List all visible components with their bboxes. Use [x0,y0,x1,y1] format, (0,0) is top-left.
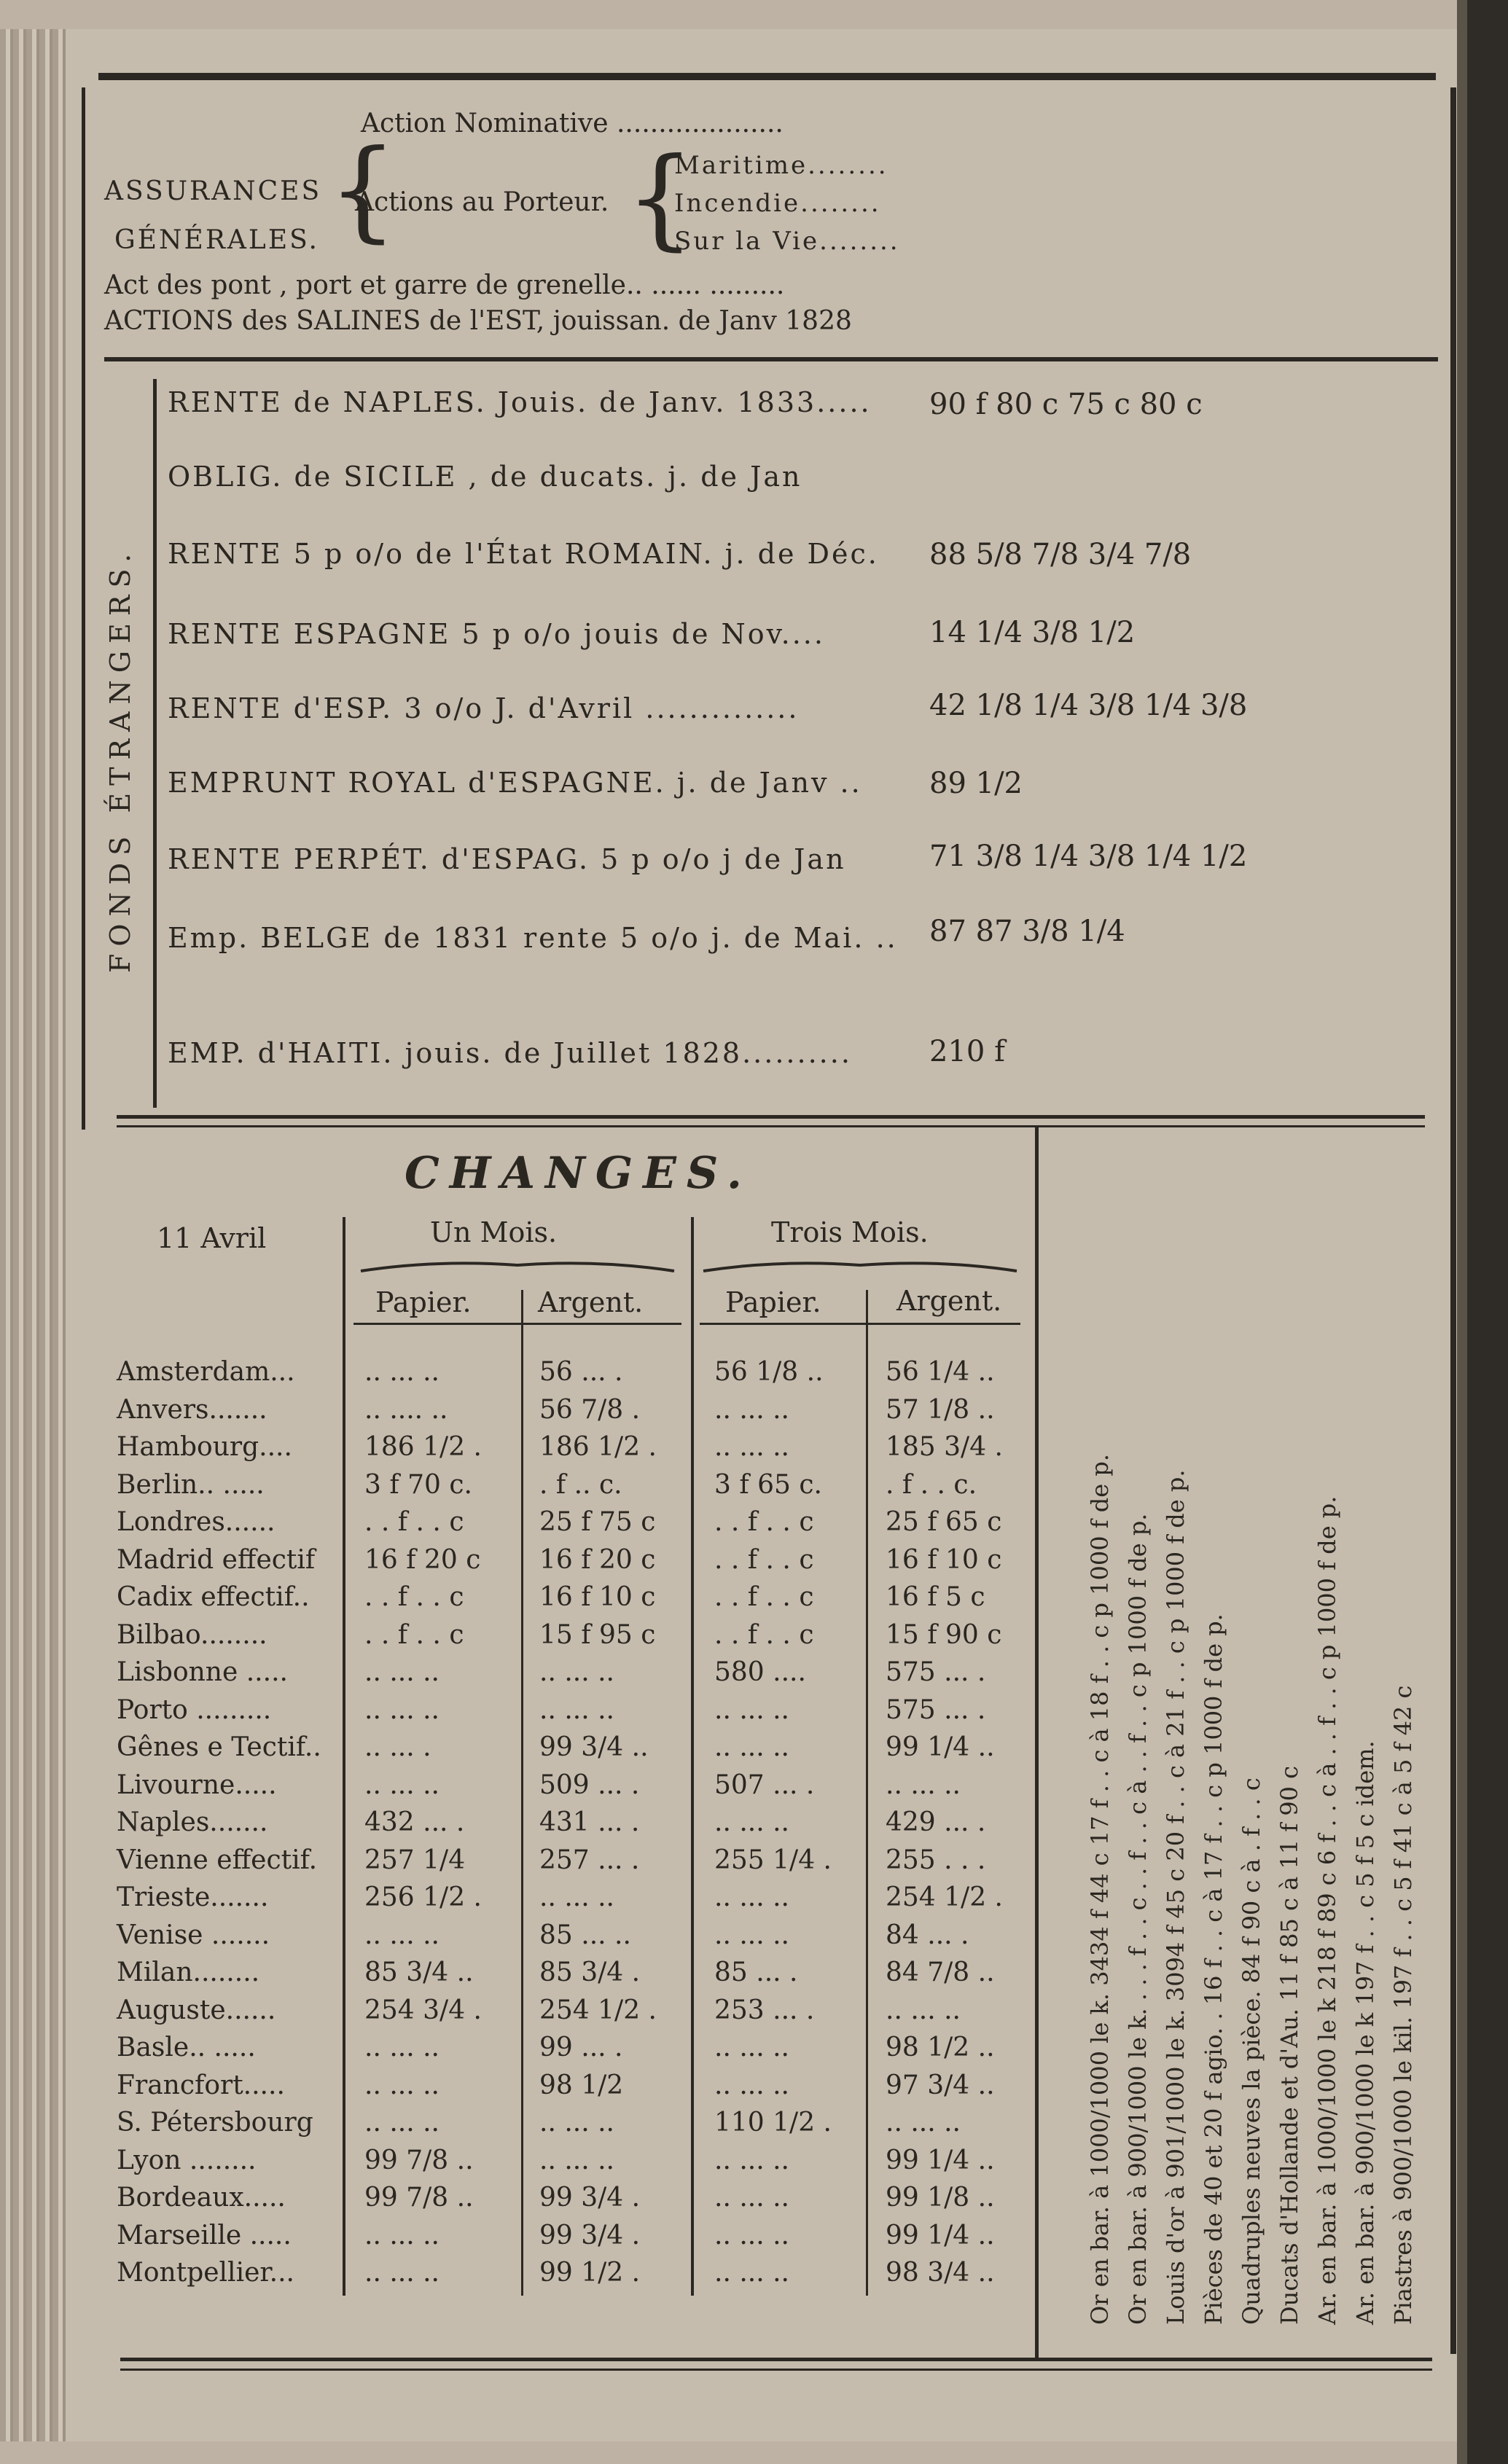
fonds-row-haiti: EMP. d'HAITI. jouis. de Juillet 1828.......... [168,1037,852,1069]
rate-cell: . . f . . c [364,1619,464,1650]
rate-cell: 110 1/2 . [714,2108,832,2138]
rate-cell: .. ... .. [714,1694,789,1725]
fonds-row-emprunt-royal: EMPRUNT ROYAL d'ESPAGNE. j. de Janv .. [168,767,862,799]
rate-cell: .. ... .. [714,1732,789,1762]
rate-cell: 98 3/4 .. [886,2258,995,2288]
col-divider-4 [866,1290,868,2296]
fonds-val-haiti: 210 f [929,1035,1005,1068]
rate-cell: 257 ... . [539,1845,640,1875]
rate-cell: .. ... .. [539,1882,614,1912]
rate-cell: 507 ... . [714,1769,815,1800]
fonds-val-belge: 87 87 3/8 1/4 [929,915,1125,948]
rate-cell: 3 f 65 c. [714,1469,822,1500]
rate-cell: 25 f 75 c [539,1507,656,1537]
rate-cell: 85 3/4 .. [364,1957,474,1987]
fonds-divider [153,379,157,1108]
rate-cell: 254 3/4 . [364,1995,482,2025]
rate-cell: 255 1/4 . [714,1845,832,1875]
rate-cell: .. ... .. [714,2258,789,2288]
un-mois-brace [357,1255,678,1277]
rate-cell: .. ... .. [539,1694,614,1725]
city-name: Vienne effectif. [117,1845,318,1875]
rate-cell: 57 1/8 .. [886,1394,995,1425]
rate-cell: . f .. c. [539,1469,622,1500]
maritime: Maritime........ [674,151,888,180]
rate-cell: 186 1/2 . [539,1432,657,1462]
rate-cell: 85 ... .. [539,1920,631,1950]
col-divider-2 [521,1290,523,2296]
rate-cell: 185 3/4 . [886,1432,1003,1462]
col-divider-metals [1035,1126,1039,2358]
rate-cell: 253 ... . [714,1995,815,2025]
argent-header-2: Argent. [896,1285,1002,1317]
rate-cell: .. ... .. [364,2070,439,2100]
rate-cell: .. ... .. [364,1769,439,1800]
left-border [82,87,85,1130]
rate-cell: .. ... . [364,1732,431,1762]
fonds-val-esp-3: 42 1/8 1/4 3/8 1/4 3/8 [929,689,1248,722]
city-name: Gênes e Tectif.. [117,1732,321,1762]
rule-before-changes-2 [117,1125,1425,1127]
rate-cell: .. ... .. [714,1394,789,1425]
book-cover-edge [1457,0,1508,2464]
sur-la-vie: Sur la Vie........ [674,227,900,256]
rate-cell: . f . . c. [886,1469,977,1500]
rate-cell: 84 7/8 .. [886,1957,995,1987]
rate-cell: .. ... .. [714,1807,789,1837]
city-name: Milan........ [117,1957,260,1987]
trois-mois-brace [700,1255,1020,1277]
rate-cell: 85 3/4 . [539,1957,641,1987]
city-name: Basle.. ..... [117,2033,256,2062]
header-underline-2 [700,1323,1020,1325]
rate-cell: 580 .... [714,1657,806,1687]
rate-cell: .. ... .. [364,2220,439,2250]
rate-cell: .. ... .. [714,1920,789,1950]
metal-rate-line: Piastres à 900/1000 le kil. 197 f . . c 5 f 41 c à 5 f 42 c [1389,1685,1417,2325]
city-name: Auguste...... [117,1995,276,2025]
bottom-rule-1 [120,2358,1432,2361]
rate-cell: 99 ... . [539,2033,623,2062]
city-name: Amsterdam... [117,1357,295,1387]
rate-cell: . . f . . c [714,1544,814,1575]
metal-rate-line: Or en bar. à 900/1000 le k. . . . f . . c . . f . . c à . . f . . c p 1000 f de p. [1124,1513,1152,2325]
rate-cell: 99 3/4 .. [539,1732,649,1762]
city-name: Livourne..... [117,1769,277,1800]
fonds-val-espagne: 14 1/4 3/8 1/2 [929,616,1136,649]
rate-cell: 16 f 20 c [364,1544,481,1575]
action-nominative: Action Nominative .................... [361,109,784,138]
fonds-row-belge: Emp. BELGE de 1831 rente 5 o/o j. de Mai. .. [168,922,898,954]
rate-cell: 98 1/2 .. [886,2033,995,2062]
city-name: Trieste....... [117,1882,269,1912]
rate-cell: 99 3/4 . [539,2183,641,2213]
rate-cell: 15 f 95 c [539,1619,656,1650]
col-divider-3 [691,1217,694,2296]
city-name: Madrid effectif [117,1544,316,1575]
city-name: Porto ......... [117,1694,272,1725]
rate-cell: 186 1/2 . [364,1432,482,1462]
rate-cell: . . f . . c [714,1507,814,1537]
fonds-row-perpet: RENTE PERPÉT. d'ESPAG. 5 p o/o j de Jan [168,843,846,875]
act-salines: ACTIONS des SALINES de l'EST, jouissan. de Janv 1828 [104,306,852,336]
rate-cell: 575 ... . [886,1694,986,1725]
fonds-row-esp-3: RENTE d'ESP. 3 o/o J. d'Avril .............. [168,692,800,724]
metal-rate-line: Ar. en bar. à 1000/1000 le k 218 f 89 c 6 f . . c à . . f . . c p 1000 f de p. [1313,1495,1341,2325]
rate-cell: .. ... .. [364,1657,439,1687]
rate-cell: 97 3/4 .. [886,2070,995,2100]
top-rule [98,73,1436,80]
rate-cell: 575 ... . [886,1657,986,1687]
assurances-label: ASSURANCES [104,176,322,206]
rule-after-assurances [104,357,1438,361]
rate-cell: 16 f 10 c [886,1544,1002,1575]
city-name: Lyon ........ [117,2145,257,2175]
city-name: Anvers....... [117,1394,267,1425]
rate-cell: 56 ... . [539,1357,623,1387]
rule-before-changes-1 [117,1115,1425,1119]
bottom-rule-2 [120,2369,1432,2371]
rate-cell: .. ... .. [364,2258,439,2288]
rate-cell: .. ... .. [886,1995,961,2025]
papier-header-2: Papier. [725,1286,821,1318]
city-name: Marseille ..... [117,2220,292,2250]
rate-cell: 257 1/4 [364,1845,466,1875]
rate-cell: .. ... .. [886,1769,961,1800]
rate-cell: 509 ... . [539,1769,640,1800]
brace-right: { [625,135,695,262]
rate-cell: .. ... .. [539,1657,614,1687]
rate-cell: 16 f 10 c [539,1582,656,1612]
rate-cell: .. ... .. [364,1920,439,1950]
rate-cell: 85 ... . [714,1957,798,1987]
rate-cell: .. ... .. [364,1357,439,1387]
rate-cell: 254 1/2 . [539,1995,657,2025]
fonds-row-naples: RENTE de NAPLES. Jouis. de Janv. 1833..... [168,386,872,418]
rate-cell: 99 1/4 .. [886,1732,995,1762]
act-pont: Act des pont , port et garre de grenelle.. ...... ......... [104,270,785,300]
rate-cell: 254 1/2 . [886,1882,1003,1912]
rate-cell: .. ... .. [714,2220,789,2250]
rate-cell: .. ... .. [714,2070,789,2100]
rate-cell: .. ... .. [539,2145,614,2175]
city-name: Cadix effectif.. [117,1582,310,1612]
city-name: Venise ....... [117,1920,270,1950]
rate-cell: 56 7/8 . [539,1394,641,1425]
rate-cell: .. .... .. [364,1394,448,1425]
city-name: S. Pétersbourg [117,2108,313,2138]
city-name: Londres...... [117,1507,276,1537]
rate-cell: 25 f 65 c [886,1507,1002,1537]
rate-cell: .. ... .. [364,2108,439,2138]
metal-rate-line: Pièces de 40 et 20 f agio. . 16 f . . c à 17 f . . c p 1000 f de p. [1200,1614,1227,2325]
city-name: Berlin.. ..... [117,1469,265,1500]
actions-porteur: Actions au Porteur. [355,187,609,217]
changes-title: CHANGES. [405,1148,752,1199]
argent-header-1: Argent. [538,1286,644,1318]
rate-cell: .. ... .. [714,1882,789,1912]
rate-cell: 56 1/4 .. [886,1357,995,1387]
metal-rate-line: Ar. en bar. à 900/1000 le k 197 f . . c 5 f 5 c idem. [1351,1740,1379,2325]
rate-cell: .. ... .. [886,2108,961,2138]
city-name: Naples....... [117,1807,268,1837]
fonds-val-perpet: 71 3/8 1/4 3/8 1/4 1/2 [929,840,1248,873]
col-divider-1 [343,1217,345,2296]
rate-cell: 429 ... . [886,1807,986,1837]
generales-label: GÉNÉRALES. [114,225,319,255]
city-name: Bordeaux..... [117,2183,286,2213]
rate-cell: 99 1/4 .. [886,2220,995,2250]
city-name: Montpellier... [117,2258,294,2288]
rate-cell: . . f . . c [364,1582,464,1612]
rate-cell: 99 3/4 . [539,2220,641,2250]
metal-rate-line: Louis d'or à 901/1000 le k. 3094 f 45 c 20 f . . c à 21 f . . c p 1000 f de p. [1162,1469,1189,2325]
city-name: Hambourg.... [117,1432,292,1462]
fonds-val-emprunt-royal: 89 1/2 [929,767,1023,800]
fonds-etrangers-label: FONDS ÉTRANGERS. [104,546,136,973]
rate-cell: .. ... .. [539,2108,614,2138]
rate-cell: 16 f 20 c [539,1544,656,1575]
rate-cell: .. ... .. [714,1432,789,1462]
city-name: Lisbonne ..... [117,1657,288,1687]
changes-date: 11 Avril [157,1222,267,1254]
fonds-row-espagne: RENTE ESPAGNE 5 p o/o jouis de Nov.... [168,618,825,650]
rate-cell: . . f . . c [364,1507,464,1537]
rate-cell: .. ... .. [714,2033,789,2062]
metal-rate-line: Ducats d'Hollande et d'Au. 11 f 85 c à 11 f 90 c [1275,1765,1303,2325]
rate-cell: .. ... .. [714,2183,789,2213]
incendie: Incendie........ [674,189,881,218]
rate-cell: 99 7/8 .. [364,2183,474,2213]
rate-cell: 3 f 70 c. [364,1469,472,1500]
right-border [1450,87,1456,2354]
rate-cell: 431 ... . [539,1807,640,1837]
rate-cell: 99 1/2 . [539,2258,641,2288]
un-mois-header: Un Mois. [430,1216,558,1248]
trois-mois-header: Trois Mois. [771,1216,929,1248]
rate-cell: 84 ... . [886,1920,969,1950]
fonds-row-romain: RENTE 5 p o/o de l'État ROMAIN. j. de Déc. [168,538,879,570]
metal-rate-line: Or en bar. à 1000/1000 le k. 3434 f 44 c 17 f . . c à 18 f . . c p 1000 f de p. [1086,1453,1114,2325]
rate-cell: 99 1/4 .. [886,2145,995,2175]
rate-cell: 99 1/8 .. [886,2183,995,2213]
rate-cell: 256 1/2 . [364,1882,482,1912]
rate-cell: .. ... .. [364,1694,439,1725]
rate-cell: .. ... .. [714,2145,789,2175]
city-name: Francfort..... [117,2070,285,2100]
rate-cell: . . f . . c [714,1619,814,1650]
header-underline-1 [353,1323,681,1325]
rate-cell: 99 7/8 .. [364,2145,474,2175]
fonds-row-sicile: OBLIG. de SICILE , de ducats. j. de Jan [168,461,802,493]
rate-cell: . . f . . c [714,1582,814,1612]
rate-cell: 56 1/8 .. [714,1357,824,1387]
metal-rate-line: Quadruples neuves la pièce. 84 f 90 c à . f . . c [1238,1777,1265,2325]
brace-left: { [328,127,398,254]
page-edges [0,29,66,2441]
rate-cell: 432 ... . [364,1807,465,1837]
rate-cell: 255 . . . [886,1845,986,1875]
rate-cell: 15 f 90 c [886,1619,1002,1650]
rate-cell: .. ... .. [364,2033,439,2062]
rate-cell: 98 1/2 [539,2070,624,2100]
rate-cell: 16 f 5 c [886,1582,985,1612]
city-name: Bilbao........ [117,1619,267,1650]
papier-header-1: Papier. [375,1286,472,1318]
fonds-val-naples: 90 f 80 c 75 c 80 c [929,388,1203,421]
fonds-val-romain: 88 5/8 7/8 3/4 7/8 [929,538,1192,571]
